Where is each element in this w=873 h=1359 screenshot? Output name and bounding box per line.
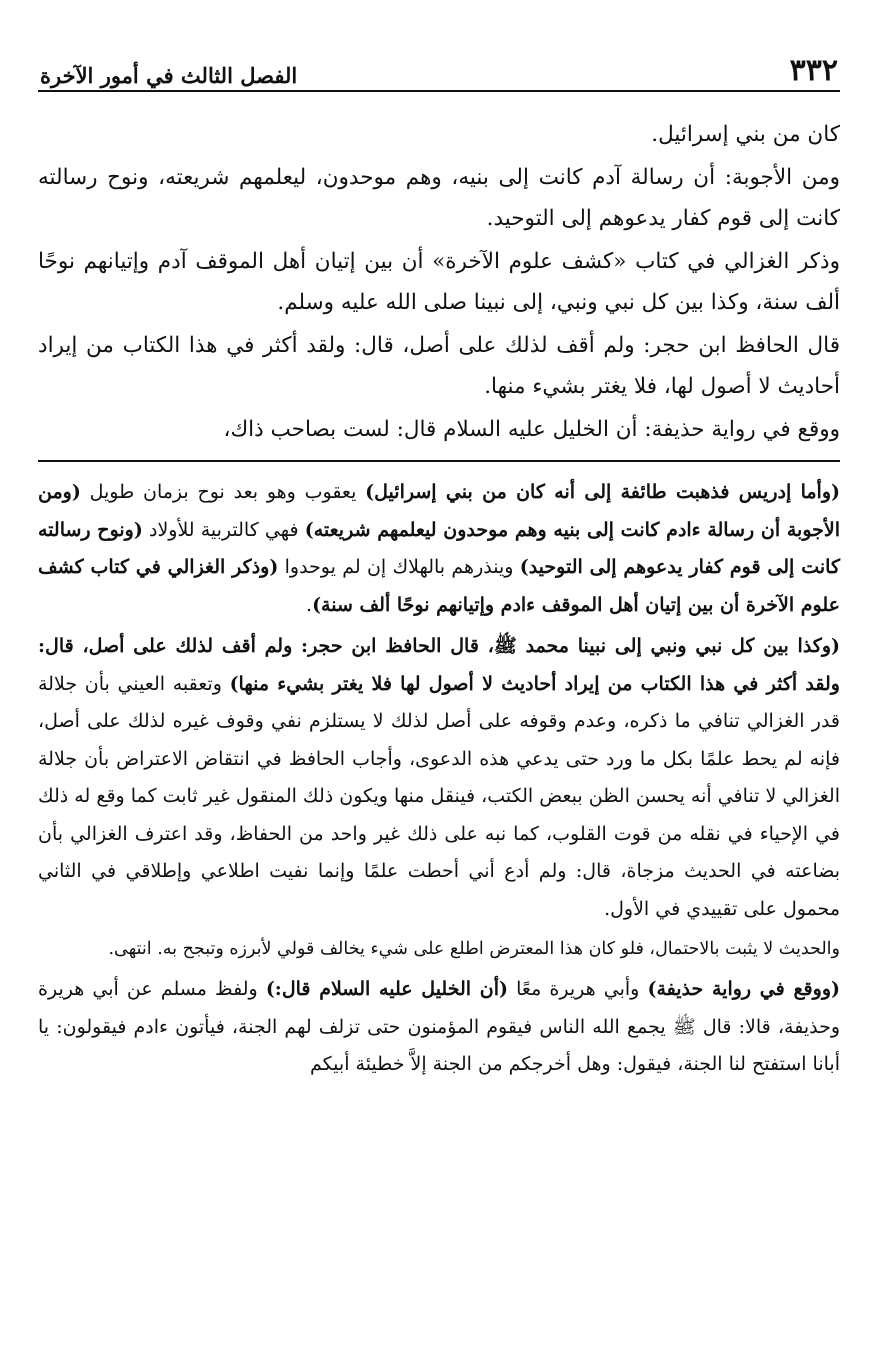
commentary-paragraph — [38, 474, 840, 624]
commentary-text: فهي كالتربية للأولاد — [142, 518, 305, 541]
main-paragraph: قال الحافظ ابن حجر: ولم أقف لذلك على أصل، قال: ولقد أكثر في هذا الكتاب من إيراد أحاديث لا أصول لها، فلا يغتر بشيء منها. — [38, 333, 840, 399]
commentary-paragraph — [38, 628, 840, 928]
main-paragraph: وذكر الغزالي في كتاب «كشف علوم الآخرة» أن بين إتيان أهل الموقف آدم وإتيانهم نوحًا ألف سنة، وكذا بين كل نبي ونبي، إلى نبينا صلى الله عليه وسلم. — [38, 249, 840, 315]
footnote-separator — [38, 460, 840, 462]
commentary-paragraph — [38, 971, 840, 1084]
commentary-text: يعقوب وهو بعد نوح بزمان طويل — [80, 481, 366, 503]
page-number: ٣٣٢ — [789, 53, 838, 88]
commentary-text: وينذرهم بالهلاك إن لم يوحدوا — [278, 556, 520, 578]
quoted-text: (وكذا بين كل نبي ونبي إلى نبينا محمد ﷺ، قال الحافظ ابن حجر: ولم أقف لذلك على أصل، قال: ولقد أكثر في هذا الكتاب من إيراد أحاديث لا أصول لها فلا يغتر بشيء منها) — [38, 635, 840, 695]
book-page — [38, 50, 840, 1088]
main-paragraph: ومن الأجوبة: أن رسالة آدم كانت إلى بنيه، وهم موحدون، ليعلمهم شريعته، ونوح رسالته كانت إلى قوم كفار يدعوهم إلى التوحيد. — [38, 165, 840, 231]
commentary-text: وأبي هريرة معًا — [507, 978, 648, 1000]
commentary-paragraph: والحديث لا يثبت بالاحتمال، فلو كان هذا المعترض اطلع على شيء يخالف قولي لأبرزه وتبجح به. انتهى. — [108, 939, 840, 959]
quoted-text: (وذكر الغزالي في كتاب كشف علوم الآخرة أن بين إتيان أهل الموقف ءادم وإتيانهم نوحًا ألف سنة) — [38, 556, 840, 616]
running-title: الفصل الثالث في أمور الآخرة — [40, 63, 298, 88]
commentary-text: وتعقبه العيني بأن جلالة قدر الغزالي تنافي ما ذكره، وعدم وقوفه على أصل لذلك لا يستلزم نفي وقوف غيره لذلك على أصل، فإنه لم يحط علمًا بكل ما ورد حتى يدعي هذه الدعوى، وأجاب الحافظ في انتقاض الاعتراض بأن جلالة الغزالي لا تنافي أنه يحسن الظن ببعض الكتب، فينقل منها ويكون ذلك المنقول غير ثابت كما وقع له ذلك في الإحياء في نقله من قوت القلوب، كما نبه على ذلك غير واحد من الحفاظ، وقد اعترف الغزالي بأن بضاعته في الحديث مزجاة، قال: ولم أدع أني أحطت علمًا وإنما نفيت اطلاعي وإطلاقي في الثاني محمول على تقييدي في الأول. — [38, 672, 840, 920]
quoted-text: (أن الخليل عليه السلام قال:) — [265, 978, 508, 1000]
commentary-text: . — [306, 593, 313, 616]
main-text — [38, 114, 840, 450]
page-header — [38, 50, 840, 92]
commentary-text: ولفظ مسلم عن أبي هريرة وحذيفة، قالا: قال ﷺ يجمع الله الناس فيقوم المؤمنون حتى تزلف لهم الجنة، فيأتون ءادم فيقولون: يا أبانا استفتح لنا الجنة، فيقول: وهل أخرجكم من الجنة إلاَّ خطيئة أبيكم — [38, 978, 840, 1075]
quoted-text: (ونوح رسالته كانت إلى قوم كفار يدعوهم إلى التوحيد) — [38, 518, 840, 578]
quoted-text: (وأما إدريس فذهبت طائفة إلى أنه كان من بني إسرائيل) — [365, 481, 840, 503]
main-paragraph: كان من بني إسرائيل. — [651, 122, 840, 147]
commentary — [38, 474, 840, 1084]
main-paragraph: ووقع في رواية حذيفة: أن الخليل عليه السلام قال: لست بصاحب ذاك، — [223, 417, 840, 442]
quoted-text: (ومن الأجوبة أن رسالة ءادم كانت إلى بنيه وهم موحدون ليعلمهم شريعته) — [38, 481, 840, 541]
quoted-text: (ووقع في رواية حذيفة) — [647, 978, 840, 1000]
